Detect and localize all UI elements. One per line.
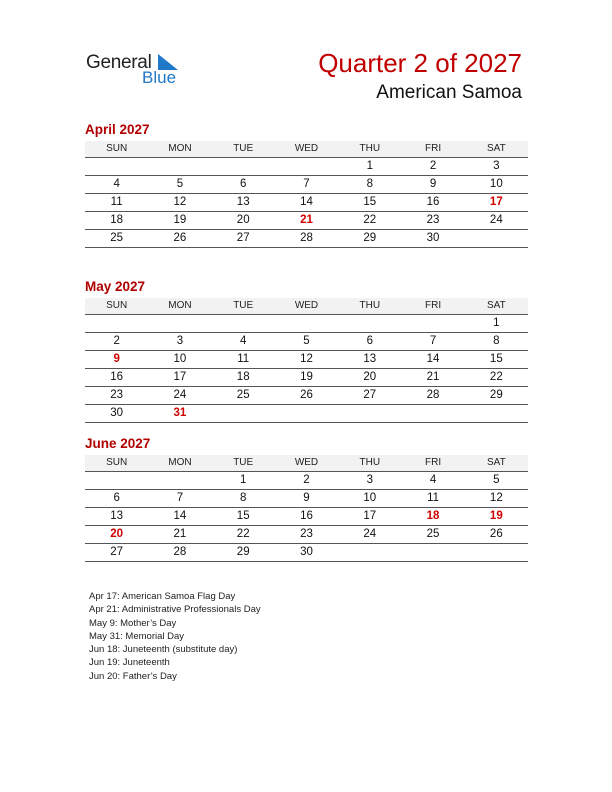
empty-day-cell: [465, 405, 528, 422]
empty-day-cell: [338, 544, 401, 561]
weekday-fri: FRI: [424, 300, 442, 311]
holiday-item: Jun 18: Juneteenth (substitute day): [89, 644, 238, 656]
weekday-sat: SAT: [486, 143, 506, 154]
empty-day-cell: [465, 544, 528, 561]
month-title: June 2027: [85, 436, 151, 451]
day-cell: 7: [429, 335, 437, 347]
brand-name-general: General: [86, 52, 152, 73]
month-grid: [85, 315, 528, 423]
day-cell: 10: [173, 353, 187, 365]
weekday-wed: WED: [294, 143, 319, 154]
holiday-day-cell: 31: [173, 407, 187, 419]
day-cell: 13: [363, 353, 377, 365]
empty-day-cell: [465, 230, 528, 247]
day-cell: 29: [236, 546, 250, 558]
weekday-thu: THU: [359, 143, 381, 154]
day-cell: 25: [426, 528, 440, 540]
day-cell: 15: [489, 353, 503, 365]
day-cell: 16: [110, 371, 124, 383]
day-cell: 2: [113, 335, 120, 347]
week-row: [85, 369, 528, 387]
day-cell: 4: [113, 178, 120, 190]
brand-logo: [86, 52, 196, 92]
holiday-day-cell: 20: [110, 528, 124, 540]
empty-day-cell: [401, 544, 464, 561]
holiday-item: May 31: Memorial Day: [89, 630, 185, 642]
day-cell: 11: [237, 353, 250, 365]
empty-day-cell: [85, 315, 148, 332]
weekday-thu: THU: [359, 457, 381, 468]
day-cell: 14: [173, 510, 187, 522]
empty-day-cell: [401, 315, 464, 332]
weekday-tue: TUE: [233, 300, 254, 311]
day-cell: 30: [300, 546, 313, 558]
day-cell: 20: [236, 214, 250, 226]
empty-day-cell: [401, 405, 464, 422]
day-cell: 30: [110, 407, 124, 419]
day-cell: 26: [300, 389, 313, 401]
holiday-item: May 9: Mother’s Day: [89, 617, 177, 629]
month-title: April 2027: [85, 122, 150, 137]
brand-name-blue: Blue: [142, 68, 177, 87]
day-cell: 18: [236, 371, 250, 383]
day-cell: 5: [303, 335, 310, 347]
empty-day-cell: [85, 158, 148, 175]
day-cell: 8: [366, 178, 373, 190]
holiday-item: Jun 19: Juneteenth: [89, 657, 170, 669]
weekday-thu: THU: [359, 300, 381, 311]
day-cell: 23: [300, 528, 313, 540]
day-cell: 26: [173, 232, 187, 244]
day-cell: 29: [489, 389, 503, 401]
day-cell: 5: [176, 178, 184, 190]
week-row: [85, 176, 528, 194]
day-cell: 22: [363, 214, 377, 226]
day-cell: 7: [303, 178, 310, 190]
holiday-item: Apr 21: Administrative Professionals Day: [89, 604, 261, 616]
empty-day-cell: [275, 315, 338, 332]
day-cell: 17: [173, 371, 187, 383]
day-cell: 23: [110, 389, 124, 401]
day-cell: 12: [173, 196, 187, 208]
weekday-mon: MON: [168, 143, 192, 154]
week-row: [85, 490, 528, 508]
day-cell: 13: [110, 510, 124, 522]
holiday-item: Apr 17: American Samoa Flag Day: [89, 591, 236, 602]
weekday-header-row: [85, 455, 528, 472]
day-cell: 29: [363, 232, 377, 244]
day-cell: 6: [113, 492, 120, 504]
month-april: [85, 121, 528, 248]
day-cell: 27: [236, 232, 250, 244]
weekday-wed: WED: [294, 457, 319, 468]
day-cell: 16: [426, 196, 440, 208]
day-cell: 6: [240, 178, 247, 190]
day-cell: 1: [240, 474, 247, 486]
empty-day-cell: [212, 158, 275, 175]
day-cell: 26: [489, 528, 503, 540]
page-title: Quarter 2 of 2027: [318, 48, 522, 78]
day-cell: 1: [366, 160, 373, 172]
day-cell: 11: [110, 196, 123, 208]
page-subtitle: American Samoa: [376, 82, 522, 103]
week-row: [85, 212, 528, 230]
month-title: May 2027: [85, 279, 146, 294]
day-cell: 9: [303, 492, 310, 504]
holiday-item: Jun 20: Father’s Day: [89, 670, 177, 682]
day-cell: 9: [429, 178, 437, 190]
day-cell: 8: [493, 335, 500, 347]
day-cell: 3: [493, 160, 500, 172]
week-row: [85, 544, 528, 562]
empty-day-cell: [148, 472, 211, 489]
day-cell: 13: [236, 196, 250, 208]
day-cell: 14: [426, 353, 440, 365]
day-cell: 3: [176, 335, 184, 347]
week-row: [85, 472, 528, 490]
weekday-header-row: [85, 298, 528, 315]
day-cell: 21: [426, 371, 440, 383]
month-grid: [85, 158, 528, 248]
day-cell: 22: [236, 528, 250, 540]
day-cell: 18: [110, 214, 124, 226]
day-cell: 22: [489, 371, 503, 383]
day-cell: 16: [300, 510, 313, 522]
holiday-day-cell: 21: [300, 214, 313, 226]
day-cell: 1: [493, 317, 500, 329]
day-cell: 7: [176, 492, 184, 504]
day-cell: 21: [173, 528, 187, 540]
week-row: [85, 351, 528, 369]
week-row: [85, 508, 528, 526]
empty-day-cell: [148, 158, 211, 175]
empty-day-cell: [148, 315, 211, 332]
holiday-day-cell: 18: [426, 510, 440, 522]
day-cell: 27: [363, 389, 377, 401]
day-cell: 27: [110, 546, 124, 558]
weekday-tue: TUE: [233, 143, 254, 154]
day-cell: 30: [426, 232, 440, 244]
day-cell: 4: [240, 335, 247, 347]
holiday-list: [89, 590, 261, 683]
empty-day-cell: [338, 405, 401, 422]
day-cell: 2: [429, 160, 437, 172]
month-june: [85, 435, 528, 562]
empty-day-cell: [275, 158, 338, 175]
weekday-sat: SAT: [486, 300, 506, 311]
week-row: [85, 194, 528, 212]
weekday-wed: WED: [294, 300, 319, 311]
day-cell: 10: [363, 492, 377, 504]
day-cell: 28: [300, 232, 313, 244]
weekday-sun: SUN: [106, 143, 128, 154]
empty-day-cell: [275, 405, 338, 422]
day-cell: 28: [426, 389, 440, 401]
day-cell: 25: [110, 232, 124, 244]
day-cell: 14: [300, 196, 313, 208]
day-cell: 24: [489, 214, 503, 226]
weekday-sat: SAT: [486, 457, 506, 468]
weekday-fri: FRI: [424, 457, 442, 468]
day-cell: 28: [173, 546, 187, 558]
day-cell: 23: [426, 214, 440, 226]
weekday-sun: SUN: [106, 457, 128, 468]
day-cell: 4: [429, 474, 437, 486]
day-cell: 20: [363, 371, 377, 383]
day-cell: 6: [366, 335, 373, 347]
day-cell: 5: [493, 474, 500, 486]
empty-day-cell: [212, 405, 275, 422]
weekday-fri: FRI: [424, 143, 442, 154]
day-cell: 17: [363, 510, 377, 522]
week-row: [85, 405, 528, 423]
empty-day-cell: [338, 315, 401, 332]
day-cell: 15: [363, 196, 377, 208]
day-cell: 11: [427, 492, 440, 504]
day-cell: 19: [300, 371, 313, 383]
weekday-header-row: [85, 141, 528, 158]
weekday-mon: MON: [168, 300, 192, 311]
weekday-sun: SUN: [106, 300, 128, 311]
weekday-mon: MON: [168, 457, 192, 468]
weekday-tue: TUE: [233, 457, 254, 468]
day-cell: 24: [363, 528, 377, 540]
holiday-day-cell: 17: [489, 196, 503, 208]
week-row: [85, 526, 528, 544]
month-may: [85, 278, 528, 423]
day-cell: 19: [173, 214, 187, 226]
week-row: [85, 315, 528, 333]
week-row: [85, 387, 528, 405]
day-cell: 15: [236, 510, 250, 522]
day-cell: 2: [303, 474, 310, 486]
day-cell: 24: [173, 389, 187, 401]
holiday-day-cell: 19: [489, 510, 503, 522]
day-cell: 12: [489, 492, 503, 504]
day-cell: 12: [300, 353, 313, 365]
week-row: [85, 230, 528, 248]
day-cell: 3: [366, 474, 373, 486]
week-row: [85, 333, 528, 351]
day-cell: 25: [236, 389, 250, 401]
holiday-day-cell: 9: [113, 353, 120, 365]
empty-day-cell: [212, 315, 275, 332]
day-cell: 10: [489, 178, 503, 190]
empty-day-cell: [85, 472, 148, 489]
day-cell: 8: [240, 492, 247, 504]
month-grid: [85, 472, 528, 562]
week-row: [85, 158, 528, 176]
